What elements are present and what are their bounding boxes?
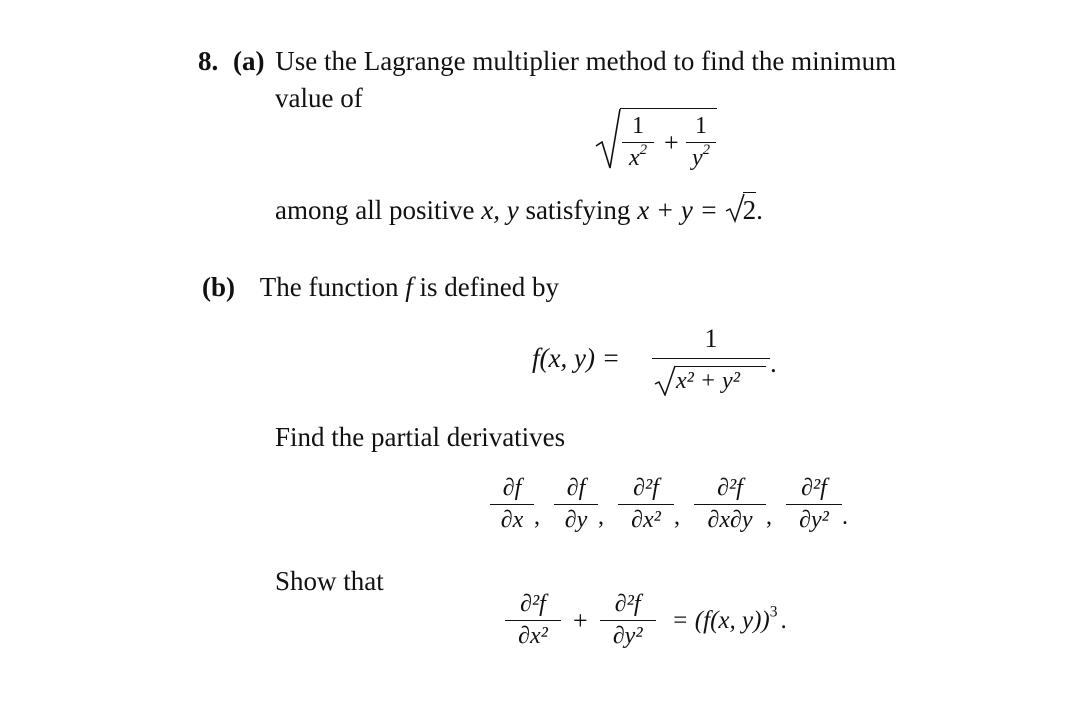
- constraint-mid-text: satisfying: [525, 195, 631, 225]
- fraction-numerator: 1: [695, 113, 707, 139]
- comma: ,: [674, 504, 680, 531]
- partial-f-xx: $\frac{\text{∂²f}}{\text{∂x²}}$: [618, 476, 674, 533]
- partial-f-y: $\frac{\partial f}{\partial y}$: [554, 476, 598, 533]
- comma: ,: [598, 504, 604, 531]
- problem-header-line: [198, 48, 896, 75]
- problem-number: 8.: [198, 46, 219, 76]
- constraint-line: [275, 197, 763, 224]
- def-fraction-bar: [652, 358, 770, 359]
- partial-f-yy: $\frac{\text{∂²f}}{\text{∂y²}}$: [600, 592, 656, 649]
- fraction-numerator: 1: [632, 113, 644, 139]
- part-b-intro-end: is defined by: [419, 272, 559, 302]
- def-denominator: [652, 364, 770, 396]
- partial-f-xx: $\frac{\text{∂²f}}{\text{∂x²}}$: [505, 592, 561, 649]
- sqrt-two: [725, 197, 757, 224]
- radical-overline: [620, 108, 717, 109]
- function-definition-lhs: f(x, y) =: [532, 343, 620, 373]
- def-numerator: 1: [704, 324, 718, 353]
- sqrt-radicand: 2: [743, 192, 757, 225]
- identity-rhs: = (f(x, y))$^3$ .: [671, 603, 787, 635]
- identity-equation: [505, 592, 787, 649]
- fraction-1-over-x2: [622, 114, 654, 171]
- show-that-text: Show that: [275, 566, 384, 596]
- part-b-label: (b): [202, 272, 235, 302]
- radical-sign-icon: [725, 193, 745, 223]
- part-a-intro-line1: Use the Lagrange multiplier method to find the minimum: [275, 46, 897, 76]
- fraction-1-over-y2: [686, 114, 716, 171]
- period: .: [770, 348, 777, 378]
- comma: ,: [534, 504, 540, 531]
- radical-sign-icon: [594, 108, 622, 172]
- constraint-equation: x + y =: [637, 195, 718, 225]
- part-a-label: (a): [233, 46, 265, 76]
- plus-sign: +: [664, 128, 679, 157]
- constraint-vars: x, y: [481, 195, 519, 225]
- function-name: f: [405, 272, 413, 302]
- partial-f-x: $\frac{\partial f}{\partial x}$: [490, 476, 534, 533]
- function-definition-fraction: [652, 326, 770, 396]
- period: .: [756, 195, 763, 225]
- constraint-text: among all positive: [275, 195, 475, 225]
- partial-derivatives-list: [490, 476, 848, 533]
- partial-f-xy: $\frac{\text{∂²f}}{\partial x\partial y}$: [694, 476, 766, 533]
- find-partials-text: Find the partial derivatives: [275, 422, 566, 452]
- part-b-intro: The function: [259, 272, 399, 302]
- partial-f-yy: $\frac{\text{∂²f}}{\text{∂y²}}$: [786, 476, 842, 533]
- part-b-header-line: [202, 274, 559, 301]
- period: .: [842, 504, 848, 531]
- fraction-denominator: $y^2$: [691, 142, 711, 172]
- comma: ,: [766, 504, 772, 531]
- def-radicand: x² + y²: [676, 368, 740, 394]
- radical-sign-icon: [654, 364, 676, 396]
- fraction-denominator: $x^2$: [628, 142, 648, 172]
- part-a-intro-line2: value of: [275, 83, 363, 113]
- plus-sign: +: [573, 605, 588, 635]
